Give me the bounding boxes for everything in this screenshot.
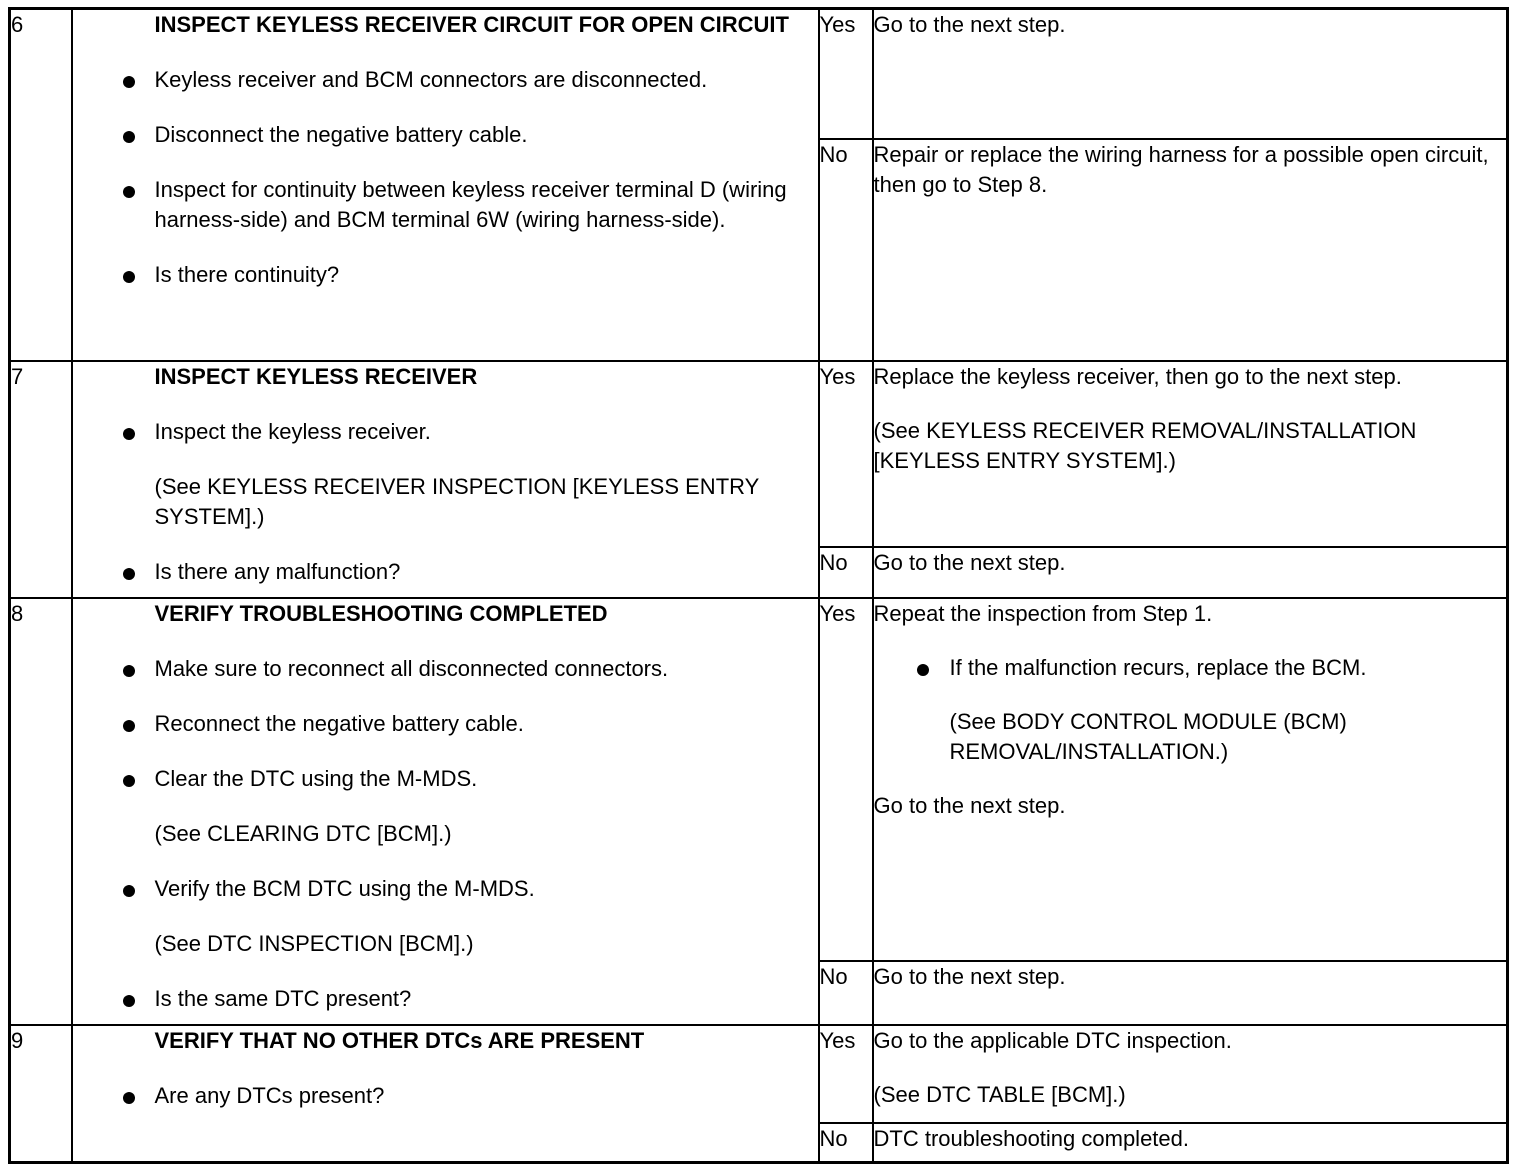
step-9-number: 9 [10, 1025, 72, 1163]
step-8-yes-action: Repeat the inspection from Step 1. [873, 600, 1213, 626]
step-8-yes-cell [873, 598, 1508, 961]
step-8-no-label: No [819, 961, 873, 1025]
step-8-item-2: Reconnect the negative battery cable. [73, 709, 818, 739]
step-7-yes-label: Yes [819, 361, 873, 547]
step-9-no-label: No [819, 1123, 873, 1163]
step-6-yes-label: Yes [819, 9, 873, 139]
step-6-item-3: Inspect for continuity between keyless receiver terminal D (wiring harness-side) and BCM terminal 6W (wiring harness-side). [73, 175, 818, 235]
bullet-icon [123, 775, 135, 787]
step-7-item-2: Is there any malfunction? [73, 557, 818, 587]
step-9-no-action: DTC troubleshooting completed. [873, 1123, 1508, 1163]
step-7-item-1-ref: (See KEYLESS RECEIVER INSPECTION [KEYLESS ENTRY SYSTEM].) [154, 473, 759, 529]
step-6-no-action: Repair or replace the wiring harness for a possible open circuit, then go to Step 8. [873, 139, 1508, 361]
bullet-icon [123, 428, 135, 440]
step-9-yes-cell [873, 1025, 1508, 1123]
bullet-icon [123, 720, 135, 732]
bullet-icon [123, 76, 135, 88]
step-8-item-3-ref: (See CLEARING DTC [BCM].) [154, 820, 452, 846]
bullet-icon [123, 665, 135, 677]
bullet-icon [123, 995, 135, 1007]
step-8-no-action: Go to the next step. [873, 961, 1508, 1025]
step-7-yes-cell [873, 361, 1508, 547]
bullet-icon [123, 885, 135, 897]
step-6-no-label: No [819, 139, 873, 361]
step-7-yes-row [10, 361, 1508, 547]
bullet-icon [123, 1092, 135, 1104]
step-6-item-2: Disconnect the negative battery cable. [73, 120, 818, 150]
step-7-item-1: Inspect the keyless receiver. [73, 417, 818, 447]
step-8-yes-label: Yes [819, 598, 873, 961]
step-9-item-1: Are any DTCs present? [73, 1081, 818, 1111]
troubleshooting-document [8, 7, 1506, 1162]
step-9-content [72, 1025, 819, 1163]
bullet-icon [123, 271, 135, 283]
step-7-title: INSPECT KEYLESS RECEIVER [154, 363, 478, 389]
step-8-item-4: Verify the BCM DTC using the M-MDS. [73, 874, 818, 904]
step-6-item-4: Is there continuity? [73, 260, 818, 290]
step-8-yes-sub-ref: (See BODY CONTROL MODULE (BCM) REMOVAL/INSTALLATION.) [949, 708, 1347, 764]
bullet-icon [917, 664, 929, 676]
step-8-item-4-ref: (See DTC INSPECTION [BCM].) [154, 930, 474, 956]
step-6-number: 6 [10, 9, 72, 361]
step-9-yes-action: Go to the applicable DTC inspection. [873, 1027, 1232, 1053]
step-8-yes-after: Go to the next step. [873, 792, 1066, 818]
bullet-icon [123, 568, 135, 580]
step-8-item-5: Is the same DTC present? [73, 984, 818, 1014]
bullet-icon [123, 131, 135, 143]
step-8-item-1: Make sure to reconnect all disconnected connectors. [73, 654, 818, 684]
step-7-content [72, 361, 819, 598]
step-8-title: VERIFY TROUBLESHOOTING COMPLETED [154, 600, 608, 626]
step-6-item-1: Keyless receiver and BCM connectors are disconnected. [73, 65, 818, 95]
step-8-yes-row [10, 598, 1508, 961]
step-8-content [72, 598, 819, 1025]
step-8-number: 8 [10, 598, 72, 1025]
troubleshooting-table [8, 7, 1509, 1164]
step-7-no-label: No [819, 547, 873, 598]
step-9-yes-row [10, 1025, 1508, 1123]
step-9-yes-ref: (See DTC TABLE [BCM].) [873, 1081, 1126, 1107]
step-8-item-3: Clear the DTC using the M-MDS. [73, 764, 818, 794]
step-7-yes-action: Replace the keyless receiver, then go to the next step. [873, 363, 1402, 389]
step-9-title: VERIFY THAT NO OTHER DTCs ARE PRESENT [154, 1027, 645, 1053]
step-6-yes-action: Go to the next step. [873, 9, 1508, 139]
step-7-yes-ref: (See KEYLESS RECEIVER REMOVAL/INSTALLATION [KEYLESS ENTRY SYSTEM].) [873, 417, 1417, 473]
step-6-yes-row [10, 9, 1508, 139]
bullet-icon [123, 186, 135, 198]
step-9-yes-label: Yes [819, 1025, 873, 1123]
step-6-title: INSPECT KEYLESS RECEIVER CIRCUIT FOR OPEN CIRCUIT [154, 12, 789, 37]
step-8-yes-sub: If the malfunction recurs, replace the BCM. [874, 653, 1507, 683]
step-6-content [72, 9, 819, 361]
step-7-no-action: Go to the next step. [873, 547, 1508, 598]
step-7-number: 7 [10, 361, 72, 598]
